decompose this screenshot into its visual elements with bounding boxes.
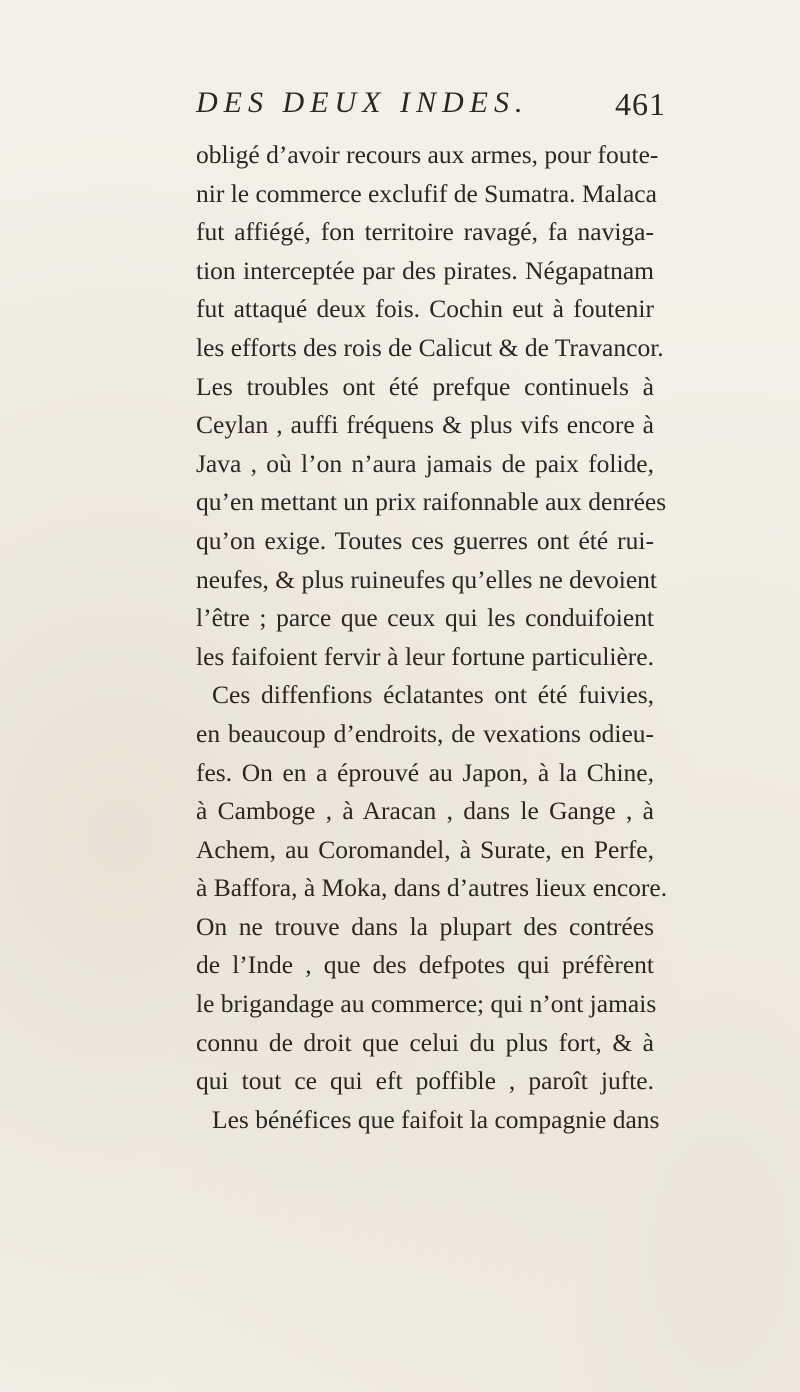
page-header — [196, 86, 666, 126]
text-line: en beaucoup d’endroits, de vexations odieu- — [196, 718, 654, 748]
text-line: obligé d’avoir recours aux armes, pour foute- — [196, 140, 659, 169]
text-line: On ne trouve dans la plupart des contrées — [196, 911, 654, 941]
running-head: DES DEUX INDES. — [196, 86, 529, 119]
text-line: à Camboge , à Aracan , dans le Gange , à — [196, 796, 654, 826]
text-line: le brigandage au commerce; qui n’ont jamais — [196, 989, 657, 1019]
text-line: l’être ; parce que ceux qui les conduifoient — [196, 603, 654, 633]
body-text — [196, 136, 668, 1139]
text-line: les faifoient fervir à leur fortune particulière. — [196, 641, 654, 671]
text-line: neufes, & plus ruineufes qu’elles ne devoient — [196, 564, 657, 594]
text-line: qui tout ce qui eft poffible , paroît jufte. — [196, 1066, 654, 1096]
text-line: fut attaqué deux fois. Cochin eut à foutenir — [196, 294, 654, 324]
text-line: Java , où l’on n’aura jamais de paix folide, — [196, 448, 654, 478]
text-line: les efforts des rois de Calicut & de Travancor. — [196, 332, 664, 362]
text-line: de l’Inde , que des defpotes qui préfèrent — [196, 950, 654, 980]
text-line: Achem, au Coromandel, à Surate, en Perfe, — [196, 834, 654, 864]
text-line: qu’en mettant un prix raifonnable aux denrées — [196, 487, 667, 517]
text-line: Ceylan , auffi fréquens & plus vifs encore à — [196, 410, 654, 440]
text-line: fes. On en a éprouvé au Japon, à la Chine, — [196, 757, 654, 787]
text-line: nir le commerce exclufif de Sumatra. Malaca — [196, 178, 657, 208]
text-line: Les bénéfices que faifoit la compagnie dans — [212, 1104, 660, 1134]
text-line: à Baffora, à Moka, dans d’autres lieux encore. — [196, 873, 668, 903]
text-line: Les troubles ont été prefque continuels à — [196, 371, 654, 401]
text-line: qu’on exige. Toutes ces guerres ont été rui- — [196, 525, 654, 555]
text-line: connu de droit que celui du plus fort, & à — [196, 1027, 654, 1057]
page-number: 461 — [615, 86, 666, 122]
text-line: Ces diffenfions éclatantes ont été fuivies, — [212, 680, 654, 710]
text-line: fut affiégé, fon territoire ravagé, fa naviga- — [196, 217, 654, 247]
text-line: tion interceptée par des pirates. Négapatnam — [196, 255, 654, 285]
